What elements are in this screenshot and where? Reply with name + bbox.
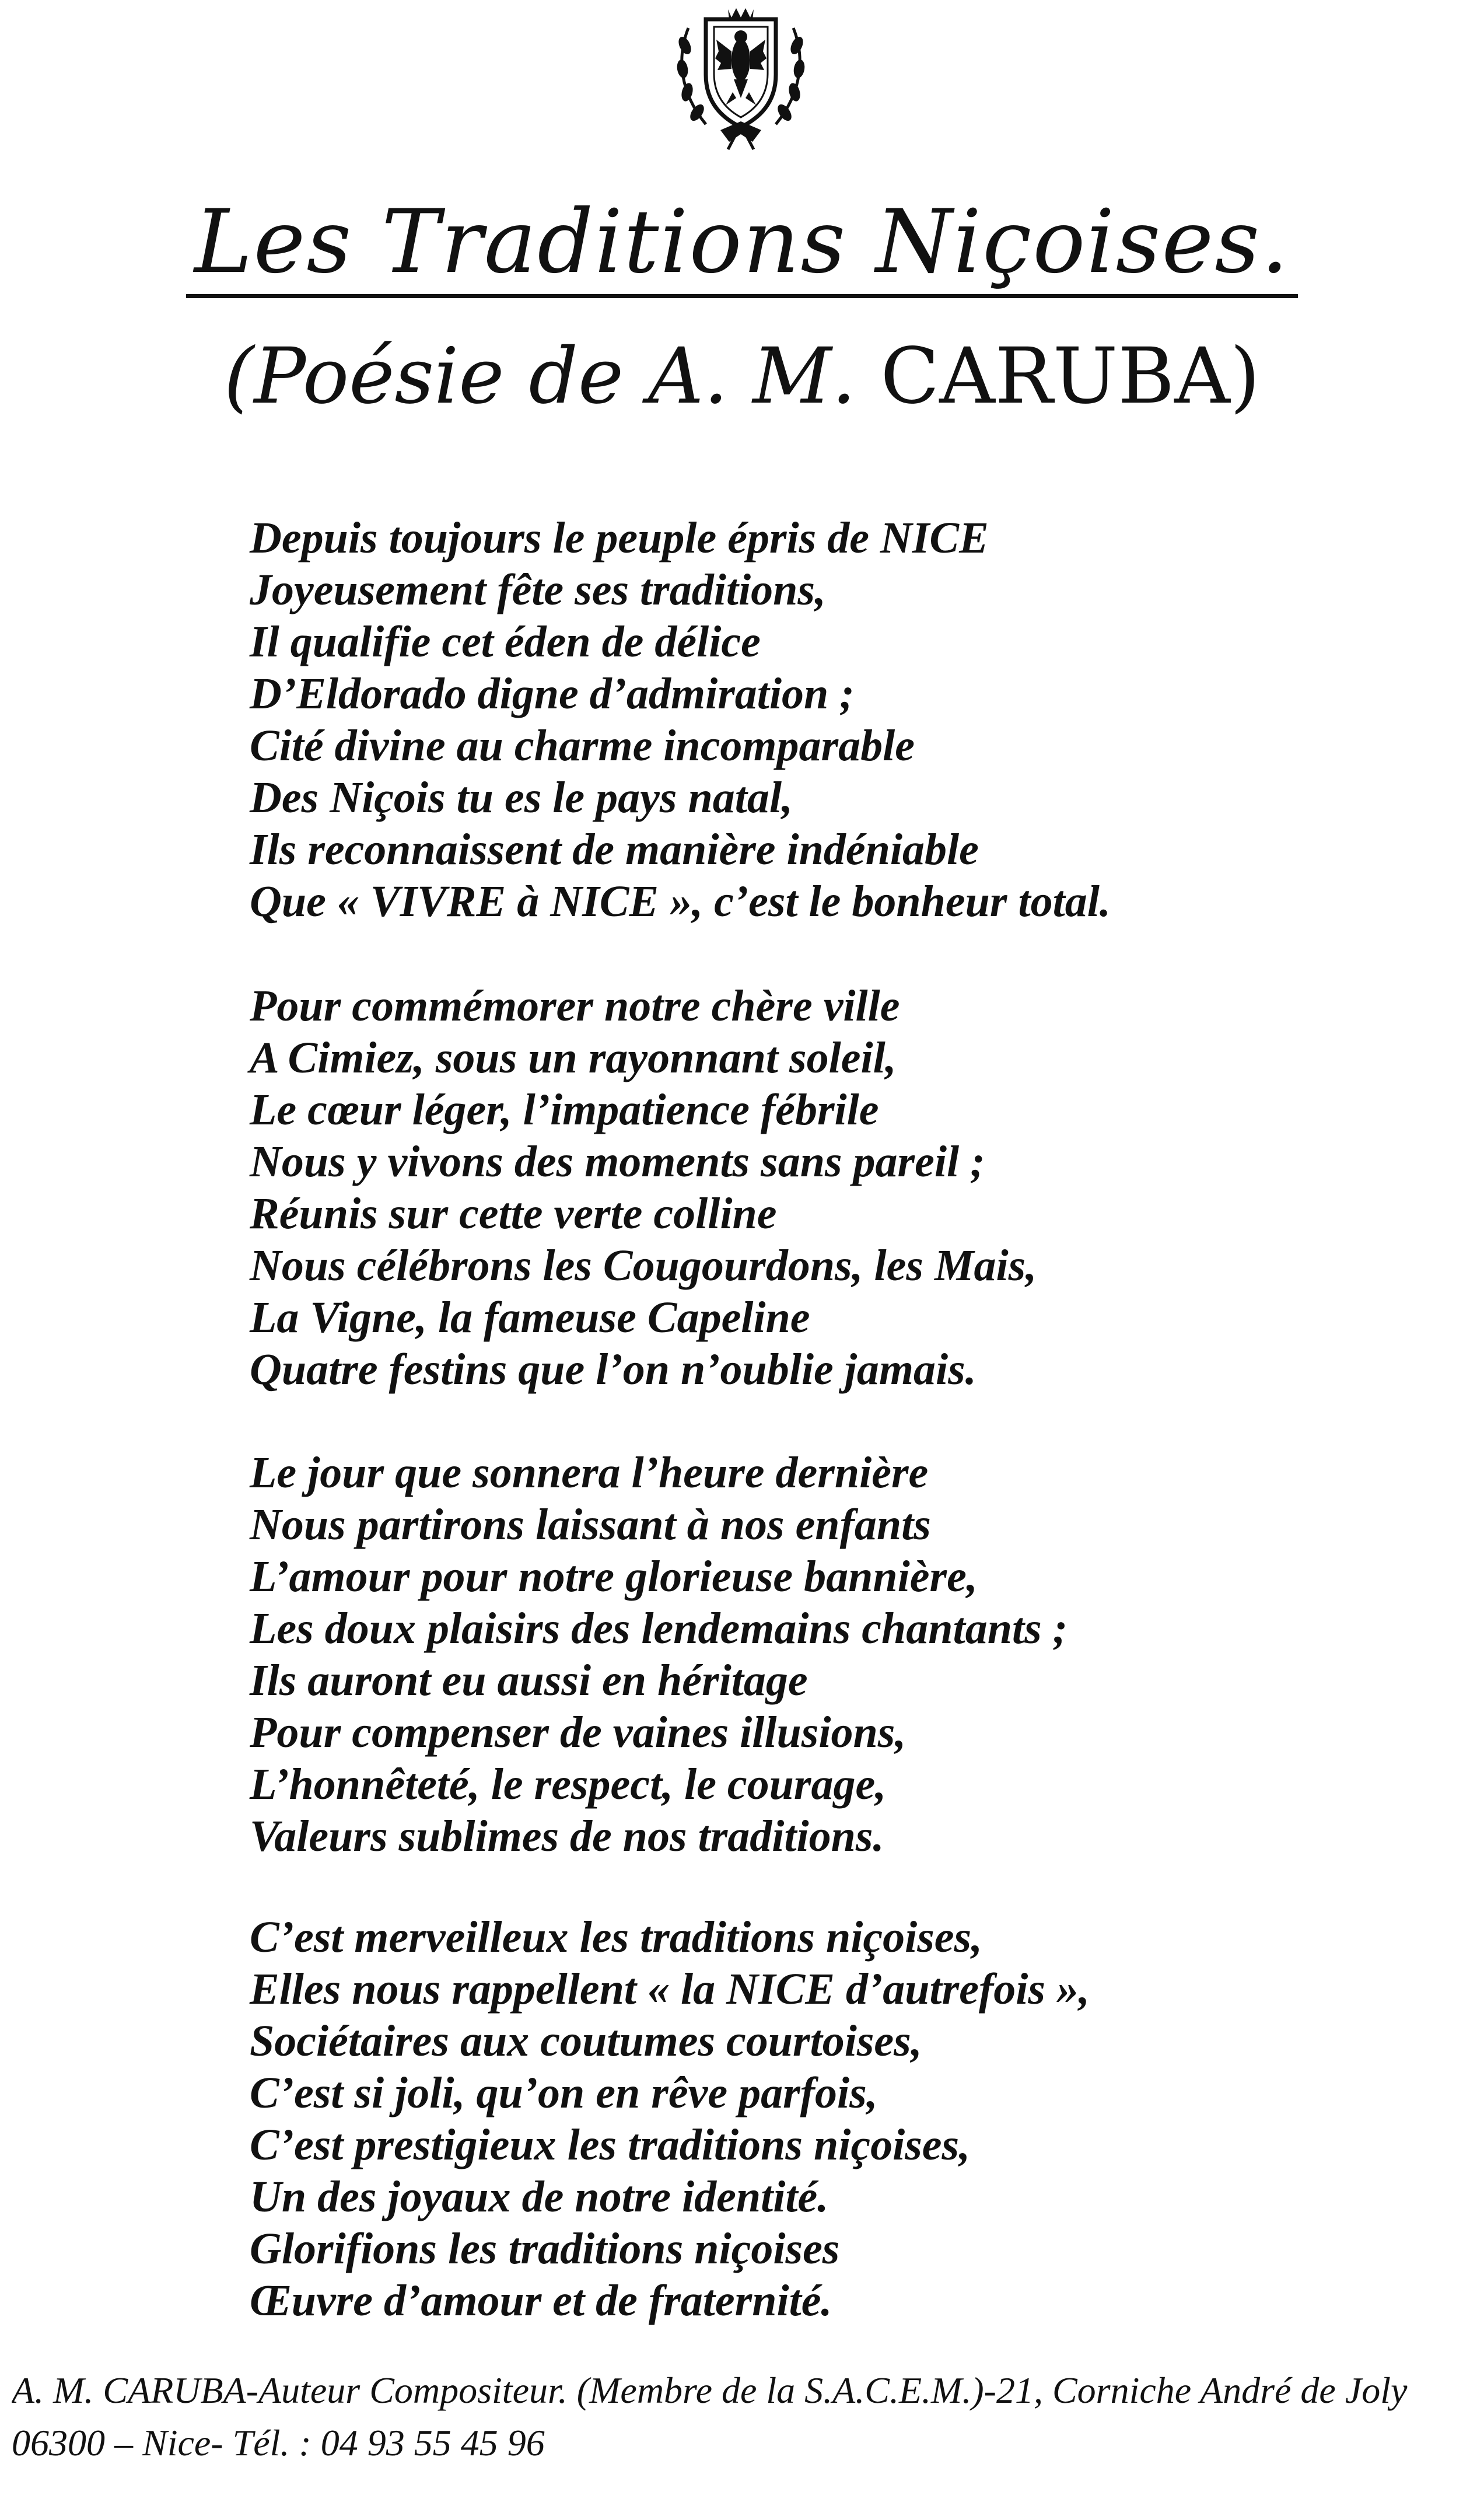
- stanza-3: [250, 1447, 1068, 1862]
- poem-line: La Vigne, la fameuse Capeline: [250, 1293, 810, 1342]
- poem-line: Le jour que sonnera l’heure dernière: [250, 1448, 929, 1497]
- poem-line: Pour compenser de vaines illusions,: [250, 1708, 907, 1757]
- poem-line: Nous célébrons les Cougourdons, les Mais,: [250, 1241, 1037, 1290]
- poem-line: Glorifions les traditions niçoises: [250, 2224, 840, 2273]
- poem-line: Cité divine au charme incomparable: [250, 721, 915, 770]
- poem-line: Les doux plaisirs des lendemains chantants ;: [250, 1604, 1068, 1653]
- poem-line: C’est merveilleux les traditions niçoises,: [250, 1913, 983, 1962]
- poem-line: Valeurs sublimes de nos traditions.: [250, 1812, 884, 1861]
- poem-line: Des Niçois tu es le pays natal,: [250, 773, 793, 822]
- poem-line: Il qualifie cet éden de délice: [250, 617, 761, 666]
- stanza-1: [250, 512, 1111, 928]
- nice-crest-icon: [665, 5, 817, 151]
- poem-line: L’amour pour notre glorieuse bannière,: [250, 1552, 978, 1601]
- poem-line: Sociétaires aux coutumes courtoises,: [250, 2017, 922, 2066]
- poem-line: Œuvre d’amour et de fraternité.: [250, 2276, 832, 2325]
- poem-title: Les Traditions Niçoises.: [186, 193, 1298, 298]
- poem-line: Elles nous rappellent « la NICE d’autrefois »,: [250, 1965, 1090, 2014]
- subtitle-author: CARUBA): [880, 331, 1261, 421]
- stanza-4: [250, 1912, 1090, 2327]
- poem-line: Que « VIVRE à NICE », c’est le bonheur total.: [250, 877, 1111, 926]
- poem-line: Le cœur léger, l’impatience fébrile: [250, 1085, 879, 1134]
- poem-subtitle: [0, 333, 1484, 420]
- poem-line: C’est si joli, qu’on en rêve parfois,: [250, 2068, 878, 2117]
- poem-line: Ils auront eu aussi en héritage: [250, 1656, 808, 1705]
- stanza-2: [250, 980, 1037, 1396]
- poem-line: Réunis sur cette verte colline: [250, 1189, 777, 1238]
- poem-line: Nous y vivons des moments sans pareil ;: [250, 1137, 985, 1186]
- poem-line: Quatre festins que l’on n’oublie jamais.: [250, 1345, 977, 1394]
- poem-line: A Cimiez, sous un rayonnant soleil,: [250, 1033, 897, 1082]
- poem-line: Nous partirons laissant à nos enfants: [250, 1500, 931, 1549]
- poem-line: C’est prestigieux les traditions niçoises,: [250, 2120, 971, 2169]
- poem-line: Pour commémorer notre chère ville: [250, 981, 900, 1030]
- footer-phone-line: 06300 – Nice- Tél. : 04 93 55 45 96: [12, 2422, 545, 2463]
- footer-address-line: A. M. CARUBA-Auteur Compositeur. (Membre de la S.A.C.E.M.)-21, Corniche André de Joly: [12, 2370, 1408, 2411]
- poem-line: Un des joyaux de notre identité.: [250, 2172, 829, 2221]
- poem-line: Depuis toujours le peuple épris de NICE: [250, 513, 989, 562]
- poem-line: L’honnêteté, le respect, le courage,: [250, 1760, 887, 1809]
- poem-line: Joyeusement fête ses traditions,: [250, 565, 826, 614]
- poem-line: Ils reconnaissent de manière indéniable: [250, 825, 979, 874]
- subtitle-prefix: (Poésie de A. M.: [223, 331, 856, 421]
- author-contact-footer: [12, 2364, 1476, 2469]
- poem-line: D’Eldorado digne d’admiration ;: [250, 669, 855, 718]
